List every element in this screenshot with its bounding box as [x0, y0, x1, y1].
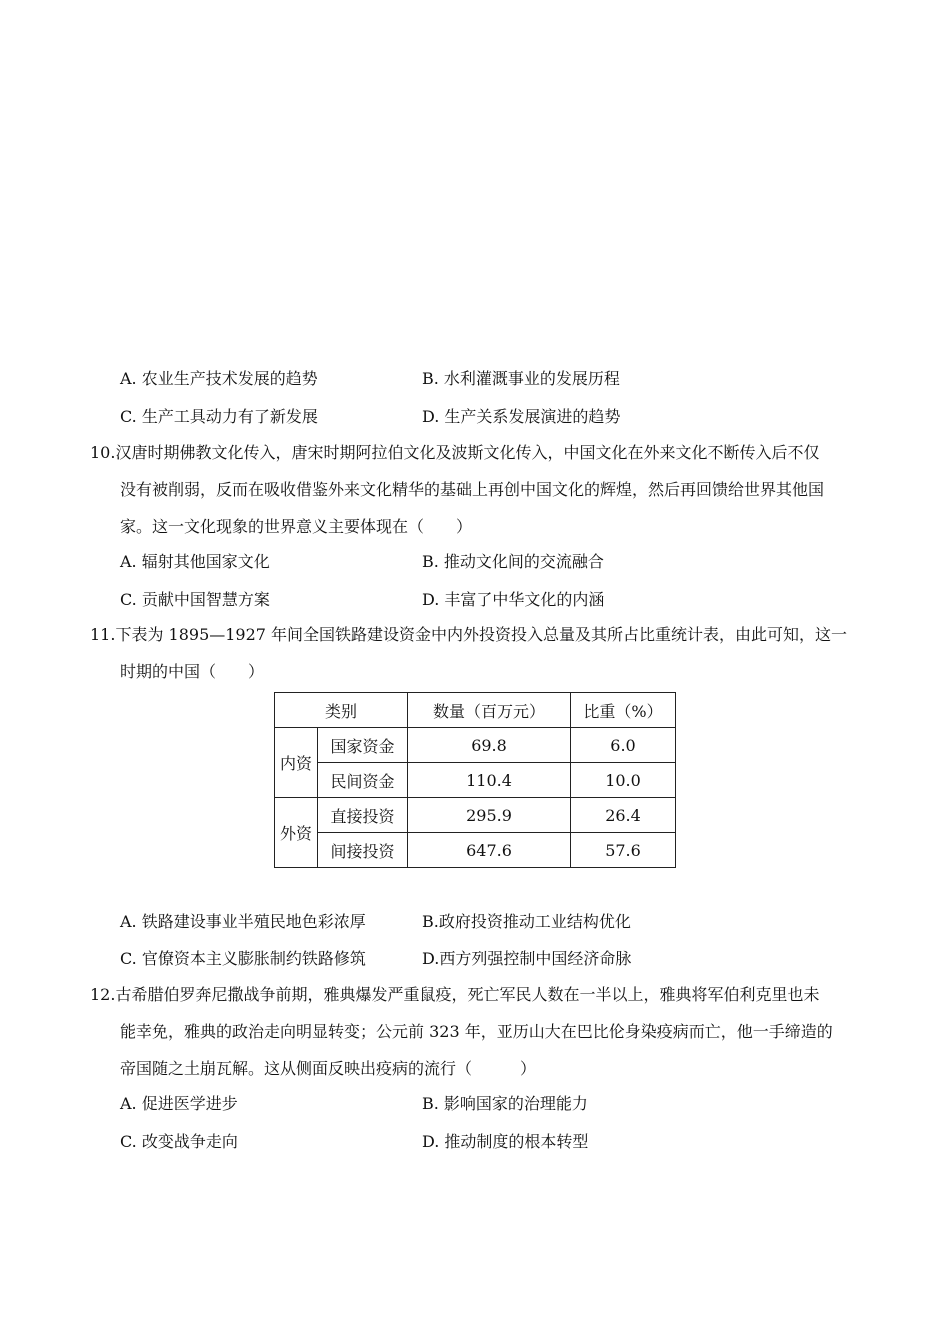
table-cell-label: 国家资金: [318, 728, 408, 763]
table-cell-share: 10.0: [571, 763, 676, 798]
investment-table: [274, 692, 676, 868]
q11-option-d: D.西方列强控制中国经济命脉: [422, 949, 632, 968]
q11-stem-line1: 11.下表为 1895—1927 年间全国铁路建设资金中内外投资投入总量及其所占比重统计表，由此可知，这一: [90, 625, 848, 644]
q9-option-b: B. 水利灌溉事业的发展历程: [422, 369, 620, 388]
q10-stem-line3: 家。这一文化现象的世界意义主要体现在（ ）: [120, 517, 473, 536]
q11-stem-line2: 时期的中国（ ）: [120, 662, 265, 681]
q10-stem-line2: 没有被削弱，反而在吸收借鉴外来文化精华的基础上再创中国文化的辉煌，然后再回馈给世界其他国: [120, 480, 825, 499]
table-cell-amount: 110.4: [408, 763, 571, 798]
table-header-category: 类别: [275, 693, 408, 728]
q12-option-b: B. 影响国家的治理能力: [422, 1094, 588, 1113]
q11-option-b: B.政府投资推动工业结构优化: [422, 912, 631, 931]
q11-option-c: C. 官僚资本主义膨胀制约铁路修筑: [120, 949, 366, 968]
table-group-foreign: 外资: [275, 798, 318, 868]
table-cell-amount: 69.8: [408, 728, 571, 763]
table-cell-amount: 647.6: [408, 833, 571, 868]
q10-option-c: C. 贡献中国智慧方案: [120, 590, 270, 609]
q12-option-a: A. 促进医学进步: [120, 1094, 238, 1113]
q9-option-a: A. 农业生产技术发展的趋势: [120, 369, 318, 388]
table-header-share: 比重（%）: [571, 693, 676, 728]
table-cell-share: 26.4: [571, 798, 676, 833]
q12-option-d: D. 推动制度的根本转型: [422, 1132, 589, 1151]
table-cell-amount: 295.9: [408, 798, 571, 833]
table-header-amount: 数量（百万元）: [408, 693, 571, 728]
table-cell-label: 直接投资: [318, 798, 408, 833]
table-row: [275, 833, 676, 868]
q12-stem-line1: 12.古希腊伯罗奔尼撒战争前期，雅典爆发严重鼠疫，死亡军民人数在一半以上，雅典将军伯利克里也未: [90, 985, 820, 1004]
q11-option-a: A. 铁路建设事业半殖民地色彩浓厚: [120, 912, 366, 931]
q12-option-c: C. 改变战争走向: [120, 1132, 238, 1151]
table-cell-label: 间接投资: [318, 833, 408, 868]
table-header-row: [275, 693, 676, 728]
q12-stem-line3: 帝国随之土崩瓦解。这从侧面反映出疫病的流行（ ）: [120, 1059, 537, 1078]
table-cell-share: 57.6: [571, 833, 676, 868]
q10-option-a: A. 辐射其他国家文化: [120, 552, 270, 571]
q10-option-b: B. 推动文化间的交流融合: [422, 552, 604, 571]
table-cell-share: 6.0: [571, 728, 676, 763]
q10-stem-line1: 10.汉唐时期佛教文化传入，唐宋时期阿拉伯文化及波斯文化传入，中国文化在外来文化不断传入后不仅: [90, 443, 820, 462]
q12-stem-line2: 能幸免，雅典的政治走向明显转变；公元前 323 年，亚历山大在巴比伦身染疫病而亡，他一手缔造的: [120, 1022, 833, 1041]
table-row: [275, 728, 676, 763]
table-row: [275, 798, 676, 833]
table-row: [275, 763, 676, 798]
q10-option-d: D. 丰富了中华文化的内涵: [422, 590, 605, 609]
q9-option-d: D. 生产关系发展演进的趋势: [422, 407, 621, 426]
table-group-domestic: 内资: [275, 728, 318, 798]
q9-option-c: C. 生产工具动力有了新发展: [120, 407, 318, 426]
table-cell-label: 民间资金: [318, 763, 408, 798]
